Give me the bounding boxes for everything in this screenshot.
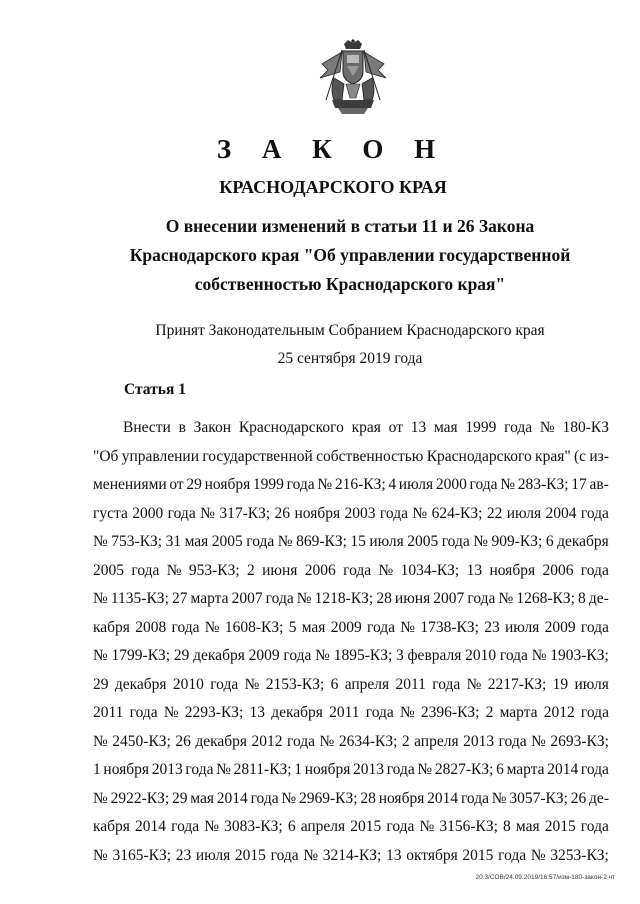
body-word: года xyxy=(265,590,294,607)
body-word: № xyxy=(93,789,108,807)
title-line: Краснодарского края "Об управлении государственной xyxy=(129,245,571,265)
body-line xyxy=(93,642,609,671)
body-word: № xyxy=(498,590,514,607)
body-word: марта xyxy=(506,761,545,778)
body-word: года xyxy=(498,732,527,750)
body-word: 2450-КЗ; xyxy=(112,732,171,750)
body-word: № xyxy=(539,419,555,436)
body-word: Краснодарского xyxy=(238,419,344,436)
body-word: 23 xyxy=(484,618,500,636)
title-line: О внесении изменений в статьи 11 и 26 Закона xyxy=(165,216,535,236)
body-word: года xyxy=(246,533,275,550)
body-word: Внести xyxy=(123,419,171,436)
body-word: года xyxy=(460,789,489,807)
body-word: 1999 xyxy=(465,419,497,436)
body-word: июня xyxy=(262,561,298,579)
body-word: 2011 xyxy=(93,704,124,721)
body-word: июля xyxy=(369,533,404,550)
body-word: 317-КЗ; xyxy=(219,504,271,522)
body-word: мая xyxy=(515,818,540,835)
body-word: № xyxy=(204,618,220,636)
body-line xyxy=(93,842,609,871)
document-type: З А К О Н xyxy=(216,134,448,164)
body-word: ноября xyxy=(103,761,150,778)
body-word: года xyxy=(386,761,415,778)
body-word: ноября xyxy=(378,789,425,807)
body-word: 26 xyxy=(175,732,191,750)
body-word: года xyxy=(343,561,372,579)
body-word: года xyxy=(469,476,498,493)
body-word: марта xyxy=(190,590,229,607)
body-word: № xyxy=(93,732,108,750)
body-word: Закон xyxy=(193,419,232,436)
body-word: года xyxy=(580,704,609,721)
body-word: года xyxy=(131,561,160,579)
body-word: 2003 xyxy=(344,504,376,522)
law-title xyxy=(60,212,640,299)
body-word: 2693-КЗ; xyxy=(550,732,609,750)
body-word: № xyxy=(419,818,435,835)
body-word: 869-КЗ; xyxy=(296,533,347,550)
body-word: 753-КЗ; xyxy=(111,533,163,550)
body-word: 2922-КЗ; xyxy=(110,789,170,807)
body-word: № xyxy=(378,561,394,579)
body-word: № xyxy=(317,476,333,493)
body-word: 17 xyxy=(571,476,587,493)
body-word: 2007 xyxy=(433,590,465,607)
body-word: 2217-КЗ; xyxy=(487,675,547,693)
body-word: мая xyxy=(190,789,214,807)
body-word: 1799-КЗ; xyxy=(111,647,171,664)
body-word: 2007 xyxy=(231,590,263,607)
body-word: 2014 xyxy=(427,789,459,807)
body-word: (с xyxy=(573,447,587,465)
body-word: 2009 xyxy=(330,618,362,636)
body-word: № xyxy=(163,704,179,721)
body-word: Краснодарского xyxy=(426,447,532,465)
body-word: года xyxy=(498,846,527,864)
body-word: 2 xyxy=(401,732,410,750)
body-word: менениями xyxy=(93,476,167,493)
body-line xyxy=(93,471,609,500)
body-word: 29 xyxy=(171,789,188,807)
body-word: 28 xyxy=(376,590,392,607)
body-word: № xyxy=(531,732,546,750)
body-word: года xyxy=(129,704,158,721)
adoption-by: Принят Законодательным Собранием Краснодарского края xyxy=(155,322,545,339)
body-word: 2013 xyxy=(353,761,385,778)
body-word: № xyxy=(473,533,489,550)
body-word: 1135-КЗ; xyxy=(110,590,169,607)
body-word: де- xyxy=(588,590,609,607)
body-word: года xyxy=(185,761,214,778)
body-word: кабря xyxy=(93,618,130,636)
body-word: № xyxy=(166,561,182,579)
body-word: декабря xyxy=(114,675,167,693)
body-word: № xyxy=(93,647,108,664)
body-word: 8 xyxy=(578,590,586,607)
body-word: 2005 xyxy=(93,561,124,579)
body-word: № xyxy=(277,533,293,550)
body-word: 6 xyxy=(496,761,504,778)
body-word: № xyxy=(500,476,516,493)
body-word: 6 xyxy=(545,533,554,550)
body-word: 3 xyxy=(396,647,404,664)
body-word: 19 xyxy=(552,675,569,693)
body-word: 3165-КЗ; xyxy=(112,846,172,864)
body-word: 2006 xyxy=(304,561,336,579)
body-word: 624-КЗ; xyxy=(431,504,483,522)
body-word: года xyxy=(467,590,496,607)
body-word: 3253-КЗ; xyxy=(550,846,609,864)
body-word: февраля xyxy=(407,647,462,664)
body-word: № xyxy=(93,846,108,864)
body-word: № xyxy=(303,846,319,864)
body-line xyxy=(93,699,609,728)
body-line xyxy=(93,585,609,614)
body-word: кабря xyxy=(93,818,130,835)
body-word: 13 xyxy=(249,704,266,721)
body-word: декабря xyxy=(557,533,609,550)
body-word: года xyxy=(366,618,396,636)
body-line xyxy=(93,557,609,586)
body-word: 2006 xyxy=(542,561,574,579)
body-word: № xyxy=(216,761,231,778)
body-word: 2005 xyxy=(211,533,243,550)
body-word: № xyxy=(315,647,330,664)
body-word: государственной xyxy=(202,447,313,465)
body-word: года xyxy=(580,761,609,778)
body-word: ноября xyxy=(294,504,341,522)
body-word: 28 xyxy=(360,789,376,807)
body-word: ноября xyxy=(304,761,351,778)
body-word: года xyxy=(171,818,200,835)
body-word: 283-КЗ; xyxy=(517,476,569,493)
body-word: де- xyxy=(589,789,609,807)
body-word: 4 xyxy=(388,476,397,493)
body-word: 1218-КЗ; xyxy=(314,590,374,607)
body-word: ав- xyxy=(589,476,609,493)
body-word: края" xyxy=(535,447,571,465)
body-word: управлении xyxy=(121,447,200,465)
body-word: года xyxy=(432,675,461,693)
body-word: 29 xyxy=(93,675,109,693)
body-word: № xyxy=(417,761,433,778)
body-word: 2000 xyxy=(132,504,164,522)
body-word: 2010 xyxy=(172,675,204,693)
body-word: года xyxy=(283,647,312,664)
body-word: № xyxy=(531,647,547,664)
body-word: густа xyxy=(93,504,128,522)
body-word: октября xyxy=(406,846,458,864)
body-line xyxy=(93,614,609,643)
body-word: года xyxy=(287,732,316,750)
body-word: № xyxy=(412,504,428,522)
article-body xyxy=(93,414,609,870)
body-word: из- xyxy=(589,447,609,465)
body-word: 3156-КЗ; xyxy=(439,818,498,835)
body-word: года xyxy=(270,846,299,864)
body-word: № xyxy=(530,846,546,864)
body-word: № xyxy=(399,704,415,721)
body-word: 216-КЗ; xyxy=(334,476,386,493)
body-word: края xyxy=(351,419,381,436)
body-word: мая xyxy=(433,419,458,436)
body-word: 23 xyxy=(175,846,192,864)
body-word: 2005 xyxy=(407,533,439,550)
body-word: 15 xyxy=(350,533,366,550)
body-word: 953-КЗ; xyxy=(188,561,240,579)
body-word: 2010 xyxy=(465,647,497,664)
body-word: года xyxy=(386,818,415,835)
body-word: 27 xyxy=(171,590,188,607)
body-word: декабря xyxy=(195,732,248,750)
body-word: марта xyxy=(499,704,538,721)
body-word: 2014 xyxy=(547,761,579,778)
body-line xyxy=(93,528,609,557)
body-word: 2015 xyxy=(350,818,382,835)
body-word: 2 xyxy=(247,561,255,579)
body-word: 26 xyxy=(274,504,291,522)
body-word: 2811-КЗ; xyxy=(233,761,292,778)
body-word: 2015 xyxy=(544,818,576,835)
body-word: 1895-КЗ; xyxy=(333,647,393,664)
body-word: декабря xyxy=(193,647,245,664)
body-word: 3214-КЗ; xyxy=(322,846,382,864)
footer-code: 20.3/СОВ/24.09.2019/16:57/изм-180-закон-2 чт xyxy=(475,874,615,881)
body-word: года xyxy=(365,704,394,721)
body-word: 2 xyxy=(485,704,494,721)
coat-of-arms-icon xyxy=(316,38,390,116)
body-word: 2012 xyxy=(543,704,575,721)
body-word: 13 xyxy=(386,846,402,864)
body-line xyxy=(93,813,609,842)
body-word: 22 xyxy=(486,504,503,522)
body-word: 3083-КЗ; xyxy=(224,818,283,835)
body-word: июля xyxy=(195,846,231,864)
body-word: № xyxy=(200,504,215,522)
body-line xyxy=(93,728,609,757)
adoption-block xyxy=(60,317,640,373)
body-word: 2153-КЗ; xyxy=(265,675,325,693)
body-word: 1 xyxy=(294,761,303,778)
body-word: 2004 xyxy=(545,504,577,522)
body-word: 2013 xyxy=(151,761,183,778)
article-heading: Статья 1 xyxy=(124,381,186,398)
body-word: мая xyxy=(301,618,326,636)
body-word: № xyxy=(400,618,416,636)
body-word: № xyxy=(93,590,108,607)
body-word: 2293-КЗ; xyxy=(184,704,244,721)
body-word: апреля xyxy=(414,732,459,750)
body-word: № xyxy=(281,789,297,807)
body-word: № xyxy=(244,675,260,693)
body-word: 29 xyxy=(173,647,190,664)
body-word: 2009 xyxy=(544,618,576,636)
body-word: года xyxy=(499,647,528,664)
body-word: 1 xyxy=(93,761,101,778)
body-word: 29 xyxy=(186,476,202,493)
adoption-date: 25 сентября 2019 года xyxy=(277,350,423,367)
body-word: года xyxy=(379,504,408,522)
body-word: 1034-КЗ; xyxy=(400,561,460,579)
body-word: 2827-КЗ; xyxy=(434,761,494,778)
body-word: июля xyxy=(506,504,542,522)
body-line xyxy=(93,500,609,529)
body-word: 1738-КЗ; xyxy=(420,618,479,636)
body-word: от xyxy=(169,476,184,493)
body-word: 1608-КЗ; xyxy=(224,618,284,636)
body-word: года xyxy=(580,561,609,579)
body-word: июля xyxy=(398,476,434,493)
body-word: 2014 xyxy=(135,818,167,835)
region-name: КРАСНОДАРСКОГО КРАЯ xyxy=(219,177,447,197)
body-word: года xyxy=(167,504,196,522)
body-word: 2014 xyxy=(216,789,248,807)
body-word: года xyxy=(441,533,470,550)
body-word: декабря xyxy=(271,704,323,721)
body-line xyxy=(93,756,609,785)
body-line xyxy=(93,443,609,472)
body-word: от xyxy=(388,419,403,436)
body-word: 2015 xyxy=(234,846,266,864)
body-word: 2011 xyxy=(395,675,426,693)
body-word: июля xyxy=(574,675,609,693)
body-word: 6 xyxy=(287,818,296,835)
body-word: июля xyxy=(504,618,540,636)
body-word: мая xyxy=(184,533,209,550)
body-word: ноября xyxy=(204,476,251,493)
body-word: ноября xyxy=(489,561,536,579)
body-word: года xyxy=(580,618,609,636)
body-word: 13 xyxy=(410,419,427,436)
body-word: в xyxy=(178,419,186,436)
body-word: № xyxy=(204,818,220,835)
body-word: 2634-КЗ; xyxy=(338,732,398,750)
body-word: 13 xyxy=(466,561,483,579)
body-word: 909-КЗ; xyxy=(491,533,543,550)
body-word: 2012 xyxy=(251,732,283,750)
body-word: 3057-КЗ; xyxy=(509,789,568,807)
body-word: года xyxy=(250,789,279,807)
body-word: 1268-КЗ; xyxy=(516,590,575,607)
body-word: года xyxy=(286,476,315,493)
body-word: 2011 xyxy=(329,704,360,721)
body-word: июня xyxy=(394,590,431,607)
body-word: 2013 xyxy=(463,732,495,750)
body-line xyxy=(93,785,609,814)
body-word: 31 xyxy=(165,533,182,550)
body-word: года xyxy=(504,419,533,436)
body-word: собственностью xyxy=(316,447,424,465)
body-word: 5 xyxy=(288,618,297,636)
body-word: 2000 xyxy=(435,476,467,493)
body-word: года xyxy=(171,618,200,636)
body-line xyxy=(93,671,609,700)
body-line xyxy=(93,414,609,443)
body-word: 2969-КЗ; xyxy=(299,789,358,807)
body-word: "Об xyxy=(93,447,119,465)
body-word: № xyxy=(319,732,335,750)
body-word: 2015 xyxy=(462,846,494,864)
body-word: апреля xyxy=(300,818,346,835)
body-word: № xyxy=(491,789,507,807)
body-word: 8 xyxy=(503,818,511,835)
title-line: собственностью Краснодарского края" xyxy=(194,274,506,294)
body-word: 1903-КЗ; xyxy=(550,647,609,664)
body-word: 26 xyxy=(570,789,587,807)
body-word: 1999 xyxy=(252,476,284,493)
body-word: 2008 xyxy=(135,618,167,636)
body-word: 6 xyxy=(330,675,339,693)
body-word: года xyxy=(210,675,239,693)
body-word: № xyxy=(466,675,482,693)
body-word: № xyxy=(296,590,312,607)
body-word: апреля xyxy=(344,675,390,693)
body-word: 2009 xyxy=(248,647,280,664)
body-word: года xyxy=(580,504,609,522)
body-word: № xyxy=(93,533,108,550)
body-word: 2396-КЗ; xyxy=(420,704,480,721)
body-word: 180-КЗ xyxy=(562,419,609,436)
body-word: года xyxy=(580,818,609,835)
